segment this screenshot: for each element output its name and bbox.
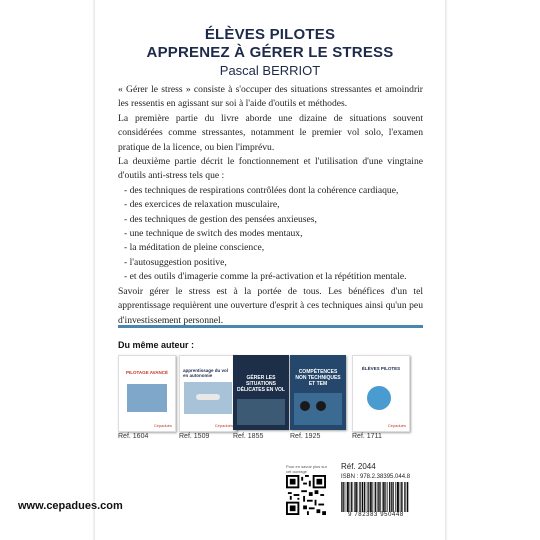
book-cover-title: ÉLÈVES PILOTES [361, 366, 401, 371]
blurb-paragraph: Savoir gérer le stress est à la portée de tous. Les bénéfices d'un tel apprentissage requièrent une ouverture d'esprit à ces techniques ainsi qu'un peu d'investissement personnel. [118, 285, 423, 326]
book-ref: Ref. 1509 [179, 433, 210, 440]
blurb-paragraph: « Gérer le stress » consiste à s'occuper des situations stressantes et amoindrir les ressentis en agissant sur soi à l'aide d'outils et méthodes. [118, 84, 423, 110]
tool-list-item: - des techniques de respirations contrôlées dont la cohérence cardiaque, [124, 184, 399, 196]
book-cover-1855[interactable] [233, 355, 289, 430]
book-cover-picture [294, 393, 342, 425]
publisher-logo: Cépaduès [214, 423, 233, 428]
book-cover-picture [127, 384, 167, 412]
book-ref: Ref. 1604 [118, 433, 149, 440]
tool-list-item: - une technique de switch des modes mentaux, [124, 228, 303, 240]
blurb-paragraph: La première partie du livre aborde une dizaine de situations souvent considérées comme stressantes, notamment le premier vol solo, l'examen pratique de la licence, ou bien l'imprévu. [118, 112, 423, 153]
tool-list-item: - des exercices de relaxation musculaire, [124, 199, 280, 211]
book-ref: Ref. 1855 [233, 433, 264, 440]
tool-list [118, 184, 423, 285]
tool-list-item: - la méditation de pleine conscience, [124, 242, 265, 254]
publisher-website-link[interactable]: www.cepadues.com [18, 500, 123, 512]
book-ref: Ref. 1711 [352, 433, 382, 440]
book-cover-1604[interactable] [118, 355, 176, 432]
book-author: Pascal BERRIOT [219, 63, 321, 78]
qr-caption: Pour en savoir plus sur cet ouvrage [286, 464, 327, 474]
book-cover-1711[interactable] [352, 355, 410, 432]
barcode-digits: 9 782383 950448 [348, 512, 404, 518]
divider-rule [118, 325, 423, 328]
back-cover [95, 0, 445, 540]
book-title-line2: APPRENEZ À GÉRER LE STRESS [146, 44, 394, 61]
isbn: ISBN : 978.2.38395.044.8 [341, 474, 411, 480]
qr-code[interactable] [286, 475, 326, 515]
book-cover-title: PILOTAGE AVANCÉ [125, 370, 169, 375]
book-cover-title: GÉRER LES SITUATIONS DÉLICATES EN VOL [237, 375, 285, 393]
book-cover-picture [184, 382, 232, 414]
same-author-heading: Du même auteur : [118, 340, 195, 350]
cover-edge-right [445, 0, 448, 540]
book-cover-title: COMPÉTENCES NON TECHNIQUES ET TEM [295, 369, 341, 387]
tool-list-item: - des techniques de gestion des pensées anxieuses, [124, 213, 317, 225]
tool-list-item: - et des outils d'imagerie comme la pré-activation et la répétition mentale. [124, 271, 407, 283]
book-ref: Ref. 1925 [290, 433, 321, 440]
tool-list-item: - l'autosuggestion positive, [124, 256, 227, 268]
ref-number: Réf. 2044 [341, 462, 376, 471]
book-cover-picture [237, 399, 285, 425]
publisher-logo: Cépaduès [153, 423, 172, 428]
publisher-logo: Cépaduès [387, 423, 406, 428]
book-title-line1: ÉLÈVES PILOTES [204, 26, 336, 43]
blurb [118, 83, 423, 328]
book-cover-1509[interactable] [179, 355, 237, 432]
barcode [341, 482, 409, 512]
book-cover-title: apprentissage du vol en autonomie [183, 368, 229, 378]
book-cover-picture [367, 386, 391, 410]
blurb-paragraph: La deuxième partie décrit le fonctionnement et l'utilisation d'une vingtaine d'outils anti-stress tels que : [118, 156, 423, 182]
book-cover-1925[interactable] [290, 355, 346, 430]
